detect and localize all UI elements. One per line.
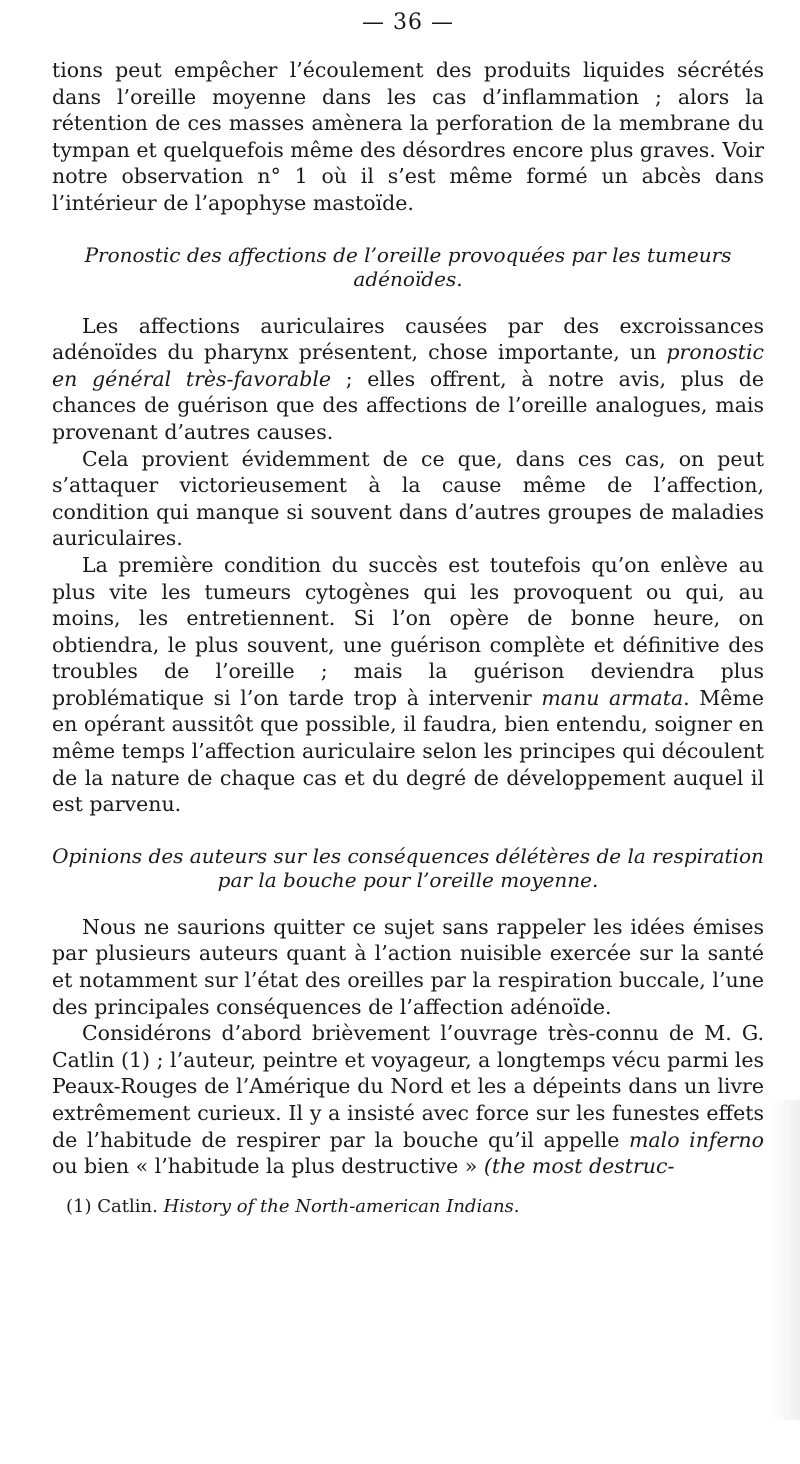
section-heading-pronostic-line1: Pronostic des affections de l’oreille provoquées par les tumeurs	[84, 242, 732, 267]
text-span: La première condition du succès est toutefois qu’on enlève au plus vite les tumeurs cytogènes qui les provoquent ou qui, au moins, les entretiennent. Si l’on opère de bonne heure, on obtiendra, le plus souvent, une guérison complète et définitive des troubles de l’oreille ; mais la guérison deviendra plus problématique si l’on tarde trop à intervenir	[52, 552, 764, 710]
emphasis-pronostic: pronostic en général très-favorable	[52, 340, 764, 391]
paragraph-cause: Cela provient évidemment de ce que, dans ces cas, on peut s’attaquer victorieusement à la cause même de l’affection, condition qui manque si souvent dans d’autres groupes de maladies auriculaires.	[52, 446, 764, 551]
text-span: ; elles offrent, à notre avis, plus de chances de guérison que des affections de l’oreille analogues, mais provenant d’autres causes.	[52, 366, 764, 444]
footnote	[52, 1196, 764, 1217]
footnote-marker: (1) Catlin.	[66, 1195, 164, 1217]
paragraph-catlin	[52, 1020, 764, 1180]
text-span: Les affections auriculaires causées par des excroissances adénoïdes du pharynx présentent, chose importante, un	[52, 313, 764, 365]
paragraph-intro-continuation: tions peut empêcher l’écoulement des produits liquides sécrétés dans l’oreille moyenne dans les cas d’inflammation ; alors la rétention de ces masses amènera la perforation de la membrane du tympan et quelquefois même des désordres encore plus graves. Voir notre observation n° 1 où il s’est même formé un abcès dans l’intérieur de l’apophyse mastoïde.	[52, 58, 764, 215]
section-heading-opinions-line2: par la bouche pour l’oreille moyenne.	[217, 867, 599, 892]
text-span: ou bien « l’habitude la plus destructive »	[52, 1154, 484, 1179]
text-span: . Même en opérant aussitôt que possible, il faudra, bien entendu, soigner en même temps l’affection auriculaire selon les principes qui découlent de la nature de chaque cas et du degré de développement auquel il est parvenu.	[52, 685, 765, 817]
emphasis-the-most-destructive: (the most destruc-	[483, 1154, 675, 1179]
paragraph-affections-auriculaires	[52, 313, 764, 446]
paragraph-premiere-condition	[52, 552, 764, 818]
emphasis-malo-inferno: malo inferno	[628, 1127, 764, 1152]
page-number: — 36 —	[362, 10, 454, 35]
emphasis-manu-armata: manu armata	[541, 685, 684, 710]
section-heading-pronostic	[52, 243, 764, 291]
text-span: Considérons d’abord brièvement l’ouvrage très-connu de M. G. Catlin (1) ; l’auteur, peintre et voyageur, a longtemps vécu parmi les Peaux-Rouges de l’Amérique du Nord et les a dépeints dans un livre extrêmement curieux. Il y a insisté avec force sur les funestes effets de l’habitude de respirer par la bouche qu’il appelle	[52, 1021, 764, 1152]
paragraph-nous-ne-saurions: Nous ne saurions quitter ce sujet sans rappeler les idées émises par plusieurs auteurs quant à l’action nuisible exercée sur la santé et notamment sur l’état des oreilles par la respiration buccale, l’une des principales conséquences de l’affection adénoïde.	[52, 914, 764, 1019]
document-page	[52, 10, 764, 1217]
page-edge-shadow	[768, 1100, 800, 1420]
footnote-title: History of the North-american Indians.	[163, 1195, 520, 1217]
section-heading-opinions	[52, 844, 764, 892]
section-heading-pronostic-line2: adénoïdes.	[353, 266, 463, 291]
section-heading-opinions-line1: Opinions des auteurs sur les conséquences délétères de la respiration	[52, 843, 764, 868]
